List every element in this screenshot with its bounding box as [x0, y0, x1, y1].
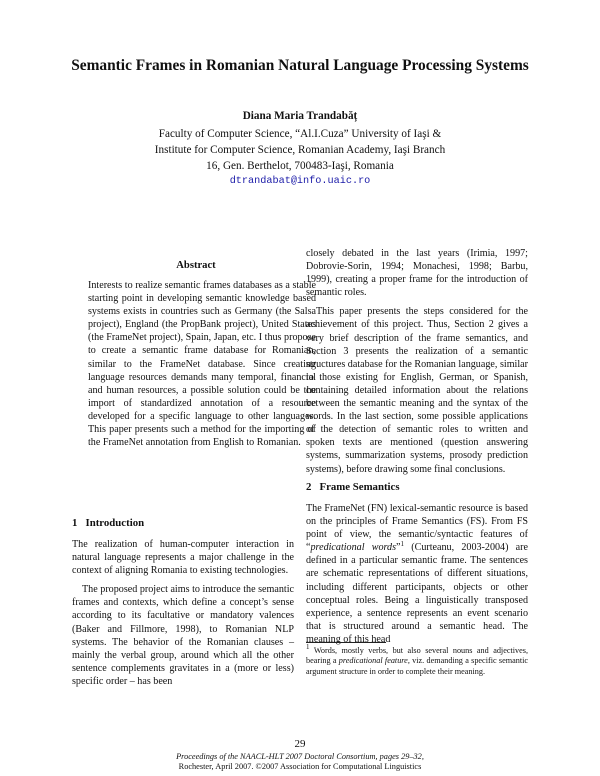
introduction-paragraph-1: The realization of human-computer interaction in natural language represents a major challenge in the context of aligning Romania to existing technologies. — [72, 539, 294, 577]
affiliation-line-3: 16, Gen. Berthelot, 700483-Iaşi, Romania — [206, 160, 394, 172]
introduction-column — [72, 538, 294, 688]
footnote — [306, 643, 529, 677]
introduction-paragraph-2: The proposed project aims to introduce the semantic frames and contexts, which define a concept’s sense according to its facultative or mandatory valences (Baker and Fillmore, 1998), to Romanian NLP systems. The behavior of the Romanian clauses – mainly the verbal group, around which all the other sentence complements gravitates in a (more or less) specific order – has been — [72, 584, 294, 687]
predicational-words-term: predicational words — [310, 542, 397, 554]
frame-semantics-text-b: ” — [396, 542, 401, 554]
footnote-text-b: , viz. demanding a specific semantic argument structure in order to complete their meaning. — [306, 656, 529, 676]
footnote-mark: 1 — [306, 643, 310, 651]
proceedings-line: Proceedings of the NAACL-HLT 2007 Doctoral Consortium, pages 29–32, — [176, 752, 424, 761]
frame-semantics-text-a: The FrameNet (FN) lexical-semantic resource is based on the principles of Frame Semantics (FS). From FS point of view, the semantic/syntactic features of “ — [306, 503, 528, 554]
footnote-emphasis: predicational feature — [338, 656, 408, 666]
footnote-text-a: Words, mostly verbs, but also several nouns and adjectives, bearing a — [306, 646, 528, 666]
right-column-top — [306, 247, 528, 476]
page-number: 29 — [294, 738, 306, 750]
affiliation-line-1: Faculty of Computer Science, “Al.I.Cuza” University of Iaşi & — [158, 128, 442, 140]
frame-semantics-heading: 2 Frame Semantics — [306, 481, 400, 493]
author-name: Diana Maria Trandabăț — [242, 110, 358, 122]
abstract-text: Interests to realize semantic frames databases as a stable starting point in developing semantic knowledge based systems exists in countries such as Germany (the Salsa project), England (the PropBank project), United States (the FrameNet project), Spain, Japan, etc. I thus propose to create a semantic frame database for Romanian, similar to the FrameNet database. Since creating language resources demands many temporal, financial and human resources, a possible solution could be the import of standardized annotation of a resource developed for a specific language to other languages. This paper presents such a method for the importing of the FrameNet annotation from English to Romanian. — [88, 280, 316, 449]
footnote-reference[interactable]: 1 — [400, 540, 405, 549]
introduction-heading: 1 Introduction — [72, 517, 145, 529]
affiliation-line-2: Institute for Computer Science, Romanian Academy, Iaşi Branch — [154, 144, 446, 156]
footnote-rule — [306, 642, 386, 643]
frame-semantics-text-c: (Curteanu, 2003-2004) are defined in a particular semantic frame. The sentences are schematic representations of different situations, including different participants, objects or other conceptual roles. Being a linguistically transposed experience, a sentence represents an event scenario that is structured around a semantic head. The meaning of this head — [306, 542, 528, 645]
frame-semantics-paragraph — [306, 502, 528, 646]
paper-title: Semantic Frames in Romanian Natural Language Processing Systems — [71, 57, 529, 74]
introduction-paragraph-2-continued: closely debated in the last years (Irimia, 1997; Dobrovie-Sorin, 1994; Monachesi, 1998; Barbu, 1999), creating a proper frame for the introduction of semantic roles. — [306, 248, 528, 299]
introduction-paragraph-3: This paper presents the steps considered for the achievement of this project. Thus, Section 2 gives a very brief description of the frame semantics, and Section 3 presents the realization of a semantic structures database for the Romanian language, similar to those existing for English, German, or Spanish, containing detailed information about the relations between the semantic meaning and the syntax of the words. In the last section, some possible applications of the detection of semantic roles to written and spoken texts are mentioned (question answering systems, summarization systems, prosody prediction systems), before drawing some final conclusions. — [306, 306, 528, 475]
copyright-line: Rochester, April 2007. ©2007 Association for Computational Linguistics — [178, 762, 422, 771]
author-email-link[interactable]: dtrandabat@info.uaic.ro — [229, 176, 371, 187]
abstract-heading: Abstract — [176, 260, 216, 271]
